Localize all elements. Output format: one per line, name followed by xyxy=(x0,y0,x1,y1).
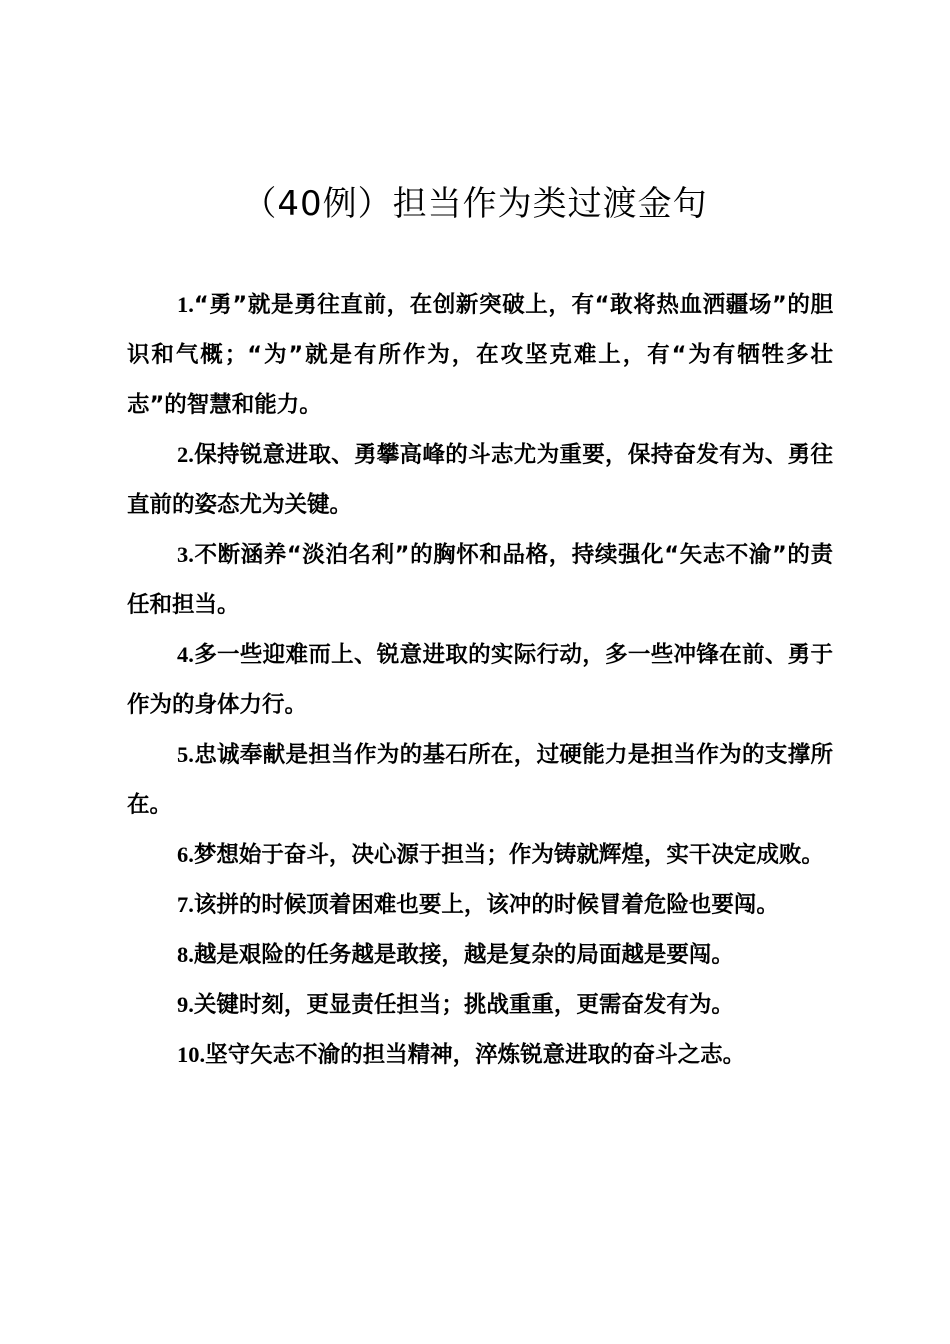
quote-item xyxy=(127,730,833,830)
quote-text: 梦想始于奋斗，决心源于担当；作为铸就辉煌，实干决定成败。 xyxy=(193,842,824,868)
quote-number: 3. xyxy=(177,542,194,567)
quote-text: 坚守矢志不渝的担当精神，淬炼锐意进取的奋斗之志。 xyxy=(205,1042,746,1068)
quote-number: 9. xyxy=(177,992,194,1017)
quote-item xyxy=(127,880,833,930)
quote-item xyxy=(127,280,833,430)
quote-number: 4. xyxy=(177,642,194,667)
quote-text: 关键时刻，更显责任担当；挑战重重，更需奋发有为。 xyxy=(193,992,734,1018)
quote-item xyxy=(127,830,833,880)
quote-number: 1. xyxy=(177,292,194,317)
quote-text: 该拼的时候顶着困难也要上，该冲的时候冒着危险也要闯。 xyxy=(193,892,779,918)
quote-number: 7. xyxy=(177,892,194,917)
quote-number: 2. xyxy=(177,442,194,467)
quote-item xyxy=(127,980,833,1030)
quote-text: “勇”就是勇往直前，在创新突破上，有“敢将热血洒疆场”的胆识和气概；“为”就是有所作为，在攻坚克难上，有“为有牺牲多壮志”的智慧和能力。 xyxy=(127,292,833,418)
quote-text: 忠诚奉献是担当作为的基石所在，过硬能力是担当作为的支撑所在。 xyxy=(127,742,833,818)
quote-item xyxy=(127,1030,833,1080)
quote-item xyxy=(127,630,833,730)
quote-text: 多一些迎难而上、锐意进取的实际行动，多一些冲锋在前、勇于作为的身体力行。 xyxy=(127,642,833,718)
quote-number: 8. xyxy=(177,942,194,967)
document-title: （40例）担当作为类过渡金句 xyxy=(242,184,708,224)
quote-item xyxy=(127,930,833,980)
quote-item xyxy=(127,530,833,630)
quote-item xyxy=(127,430,833,530)
quote-list xyxy=(127,280,833,1080)
quote-number: 10. xyxy=(177,1042,206,1067)
quote-text: 越是艰险的任务越是敢接，越是复杂的局面越是要闯。 xyxy=(193,942,734,968)
quote-text: 保持锐意进取、勇攀高峰的斗志尤为重要，保持奋发有为、勇往直前的姿态尤为关键。 xyxy=(127,442,833,518)
quote-text: 不断涵养“淡泊名利”的胸怀和品格，持续强化“矢志不渝”的责任和担当。 xyxy=(127,542,833,618)
quote-number: 6. xyxy=(177,842,194,867)
quote-number: 5. xyxy=(177,742,194,767)
